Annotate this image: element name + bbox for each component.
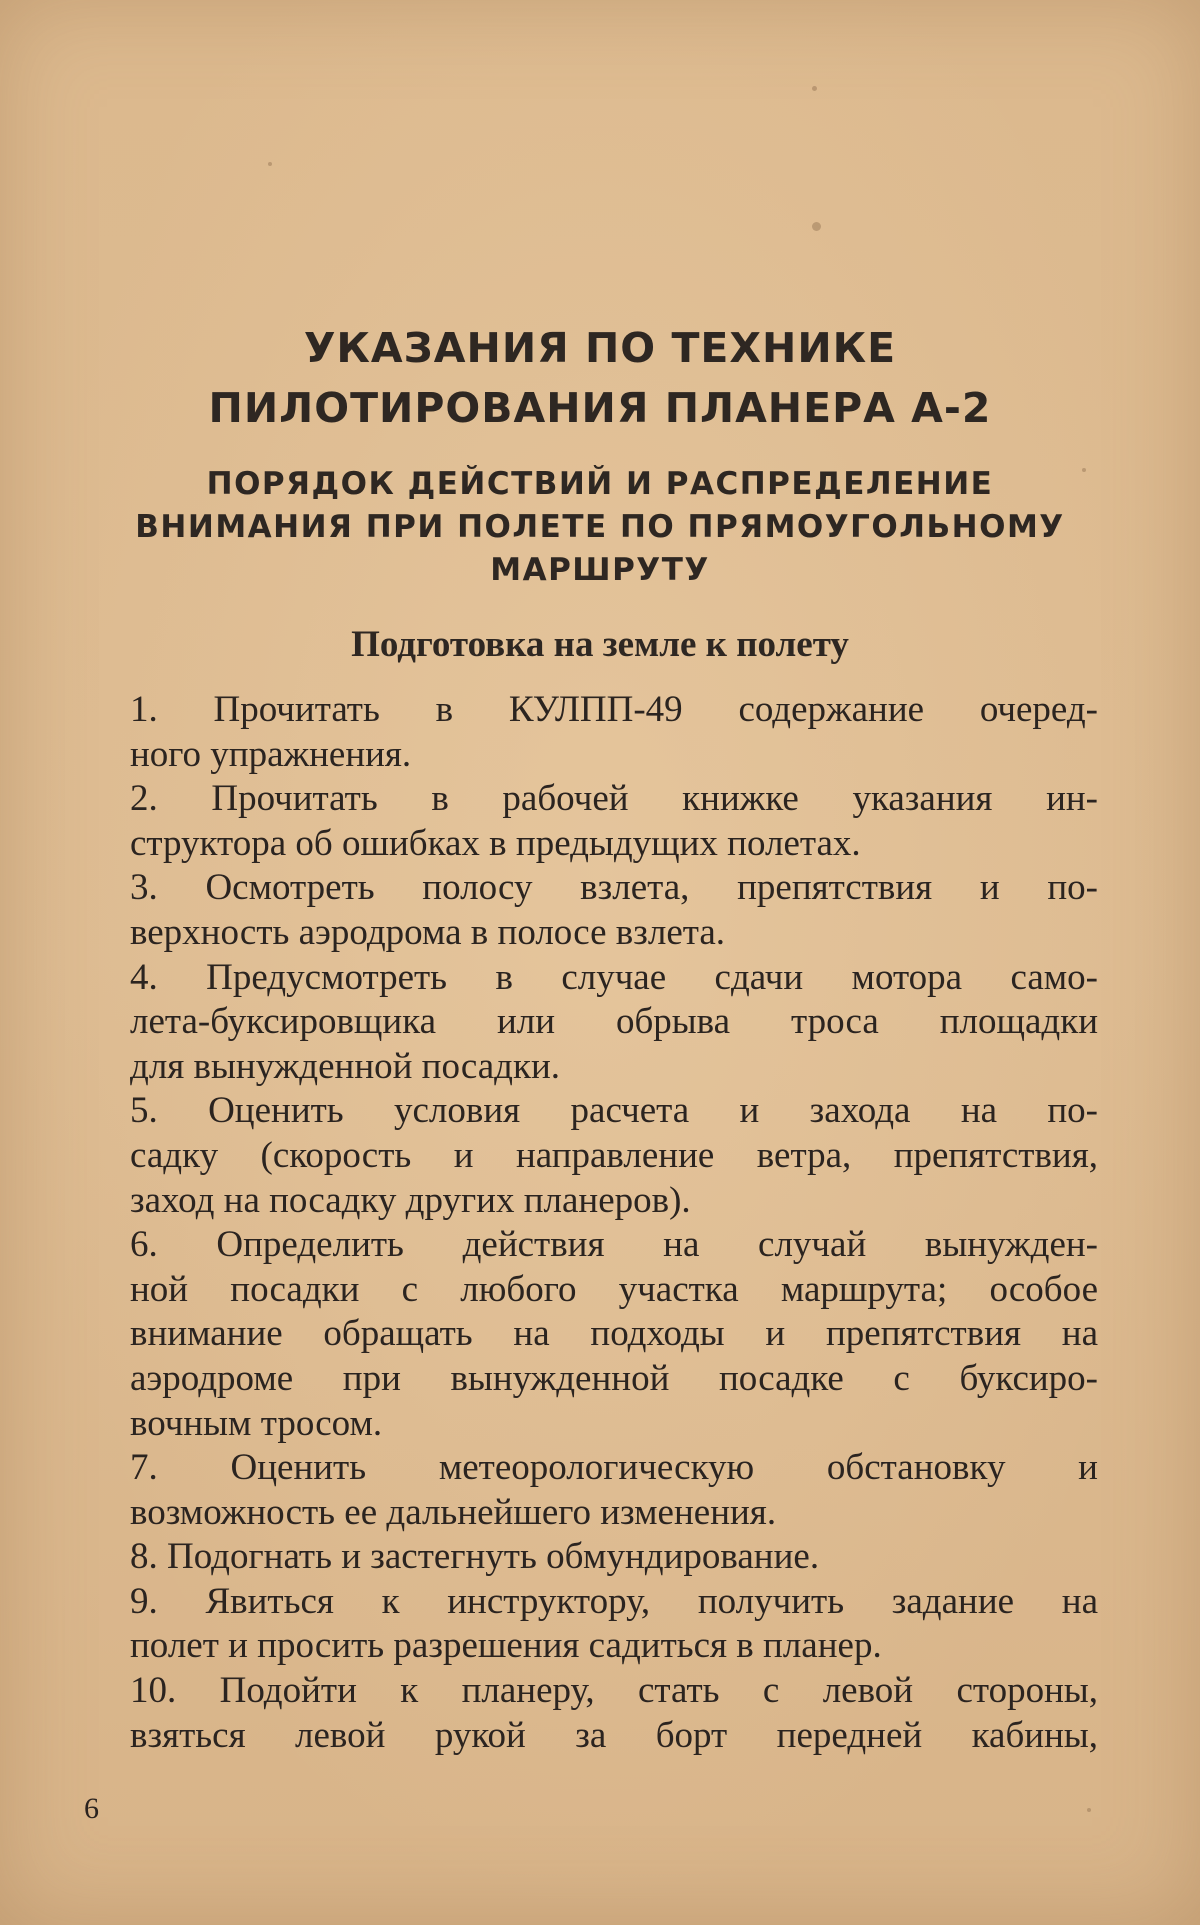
- text-line: 9. Явиться к инструктору, получить задание на: [130, 1580, 1098, 1622]
- text-line: возможность ее дальнейшего изменения.: [130, 1491, 777, 1533]
- text-line: аэродроме при вынужденной посадке с буксиро-: [130, 1357, 1098, 1399]
- text-line: 2. Прочитать в рабочей книжке указания ин-: [130, 778, 1098, 820]
- text-line: 8. Подогнать и застегнуть обмундирование.: [130, 1536, 820, 1578]
- text-line: заход на посадку других планеров).: [130, 1179, 691, 1221]
- text-line: 4. Предусмотреть в случае сдачи мотора само-: [130, 956, 1098, 998]
- main-title: [0, 318, 1200, 438]
- text-line: лета-буксировщика или обрыва троса площадки: [130, 1001, 1098, 1043]
- paper-spot: [812, 222, 821, 231]
- text-line: вочным тросом.: [130, 1402, 383, 1444]
- paper-spot: [812, 86, 817, 91]
- text-line: 10. Подойти к планеру, стать с левой стороны,: [130, 1670, 1098, 1712]
- text-line: 6. Определить действия на случай вынужден-: [130, 1224, 1098, 1266]
- paper-spot: [1087, 1808, 1091, 1812]
- sub-title-line: МАРШРУТУ: [490, 552, 710, 588]
- text-line: структора об ошибках в предыдущих полетах.: [130, 822, 861, 864]
- sub-title: [0, 463, 1200, 592]
- text-line: внимание обращать на подходы и препятствия на: [130, 1313, 1098, 1355]
- text-line: ного упражнения.: [130, 733, 412, 775]
- text-line: для вынужденной посадки.: [130, 1045, 561, 1087]
- body-text: [92, 688, 1098, 1758]
- main-title-line: ПИЛОТИРОВАНИЯ ПЛАНЕРА А-2: [208, 384, 992, 432]
- paragraph-1: [92, 688, 1098, 777]
- text-line: 5. Оценить условия расчета и захода на по-: [130, 1090, 1098, 1132]
- paragraph-4: [92, 956, 1098, 1090]
- section-title: Подготовка на земле к полету: [351, 624, 849, 665]
- paragraph-3: [92, 866, 1098, 955]
- text-line: полет и просить разрешения садиться в планер.: [130, 1625, 882, 1667]
- paragraph-6: [92, 1223, 1098, 1446]
- text-line: 1. Прочитать в КУЛПП-49 содержание очеред-: [130, 689, 1098, 730]
- sub-title-line: ВНИМАНИЯ ПРИ ПОЛЕТЕ ПО ПРЯМОУГОЛЬНОМУ: [135, 509, 1065, 545]
- text-line: верхность аэродрома в полосе взлета.: [130, 911, 726, 953]
- text-line: 7. Оценить метеорологическую обстановку и: [130, 1447, 1098, 1489]
- paragraph-7: [92, 1446, 1098, 1535]
- paragraph-2: [92, 777, 1098, 866]
- text-line: ной посадки с любого участка маршрута; особое: [130, 1268, 1098, 1310]
- sub-title-line: ПОРЯДОК ДЕЙСТВИЙ И РАСПРЕДЕЛЕНИЕ: [206, 466, 994, 502]
- text-line: садку (скорость и направление ветра, препятствия,: [130, 1134, 1098, 1176]
- text-line: 3. Осмотреть полосу взлета, препятствия и по-: [130, 867, 1098, 909]
- text-line: взяться левой рукой за борт передней кабины,: [130, 1714, 1098, 1756]
- paper-spot: [268, 162, 272, 166]
- paragraph-8: [92, 1535, 1098, 1580]
- page-number: 6: [84, 1792, 99, 1825]
- paragraph-10: [92, 1669, 1098, 1758]
- paragraph-9: [92, 1580, 1098, 1669]
- main-title-line: УКАЗАНИЯ ПО ТЕХНИКЕ: [303, 324, 897, 372]
- paragraph-5: [92, 1089, 1098, 1223]
